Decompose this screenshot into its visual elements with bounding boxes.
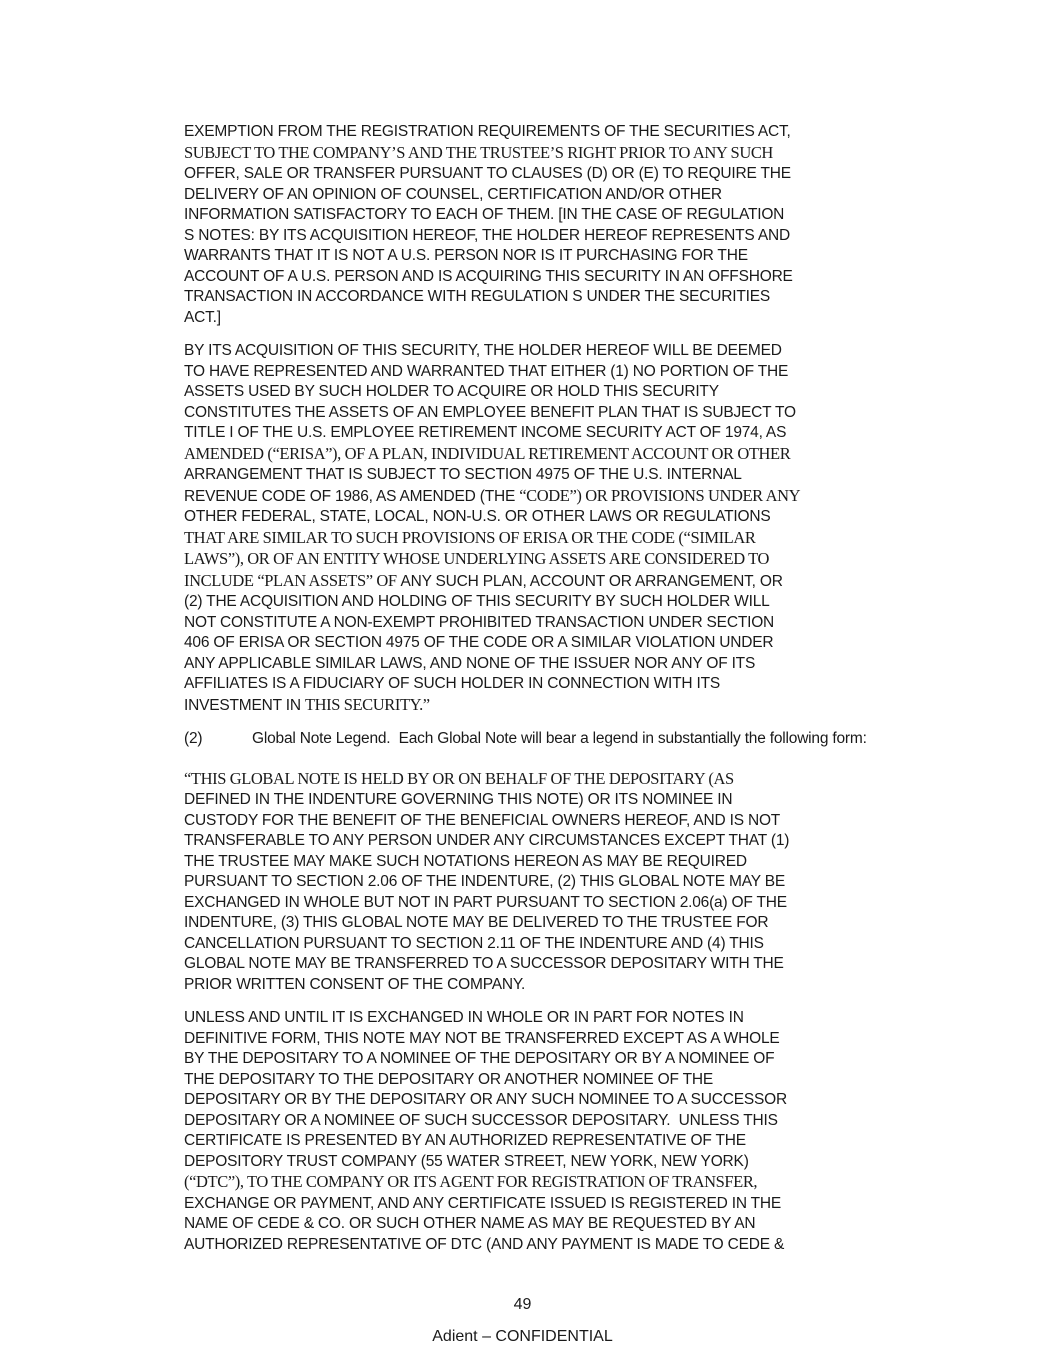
text-segment: NAME OF CEDE & CO. OR SUCH OTHER NAME AS MAY BE REQUESTED BY AN — [184, 1215, 756, 1232]
confidential-notice: Adient – CONFIDENTIAL — [432, 1328, 613, 1345]
text-segment: EXEMPTION FROM THE REGISTRATION REQUIREMENTS OF THE SECURITIES ACT, — [184, 123, 791, 140]
text-segment: THIS SECURITY.” — [304, 694, 430, 714]
text-line — [184, 465, 874, 486]
text-line — [184, 226, 874, 247]
text-segment: “CODE”) OR PROVISIONS UNDER ANY — [519, 485, 801, 505]
text-line — [184, 633, 874, 654]
text-line — [184, 613, 874, 634]
text-line — [184, 769, 874, 791]
text-line — [184, 571, 874, 593]
text-segment: DEFINITIVE FORM, THIS NOTE MAY NOT BE TRANSFERRED EXCEPT AS A WHOLE — [184, 1029, 780, 1047]
text-line — [184, 507, 874, 528]
text-segment: (“DTC”), TO THE COMPANY OR ITS AGENT FOR REGISTRATION OF TRANSFER, — [184, 1172, 758, 1191]
text-segment: INDENTURE, (3) THIS GLOBAL NOTE MAY BE DELIVERED TO THE TRUSTEE FOR — [184, 914, 769, 931]
text-line — [184, 831, 874, 852]
text-segment: ASSETS USED BY SUCH HOLDER TO ACQUIRE OR HOLD THIS SECURITY — [184, 383, 719, 400]
text-line — [184, 893, 874, 914]
text-segment: ARRANGEMENT THAT IS SUBJECT TO SECTION 4975 OF THE U.S. INTERNAL — [184, 466, 742, 483]
paragraph — [184, 729, 874, 750]
text-segment: INCLUDE “PLAN ASSETS” OF — [184, 570, 401, 590]
text-segment: AFFILIATES IS A FIDUCIARY OF SUCH HOLDER IN CONNECTION WITH ITS — [184, 675, 720, 692]
text-segment: THE TRUSTEE MAY MAKE SUCH NOTATIONS HEREON AS MAY BE REQUIRED — [184, 852, 747, 870]
text-segment: CONSTITUTES THE ASSETS OF AN EMPLOYEE BENEFIT PLAN THAT IS SUBJECT TO — [184, 403, 796, 421]
text-segment: UNLESS AND UNTIL IT IS EXCHANGED IN WHOLE OR IN PART FOR NOTES IN — [184, 1009, 744, 1026]
page-number: 49 — [513, 1296, 532, 1313]
text-segment: EXCHANGE OR PAYMENT, AND ANY CERTIFICATE ISSUED IS REGISTERED IN THE — [184, 1194, 782, 1212]
text-segment: BY THE DEPOSITARY TO A NOMINEE OF THE DEPOSITARY OR BY A NOMINEE OF — [184, 1050, 775, 1067]
text-line — [184, 185, 874, 206]
text-segment: INVESTMENT IN — [184, 696, 305, 714]
text-line — [184, 1172, 874, 1194]
text-segment: EXCHANGED IN WHOLE BUT NOT IN PART PURSUANT TO SECTION 2.06(a) OF THE — [184, 893, 787, 911]
text-line — [184, 362, 874, 383]
text-line — [184, 975, 874, 996]
text-line — [184, 934, 874, 955]
text-segment: TRANSFERABLE TO ANY PERSON UNDER ANY CIRCUMSTANCES EXCEPT THAT (1) — [184, 832, 790, 849]
text-segment: TO HAVE REPRESENTED AND WARRANTED THAT EITHER (1) NO PORTION OF THE — [184, 362, 789, 380]
text-segment: WARRANTS THAT IT IS NOT A U.S. PERSON NOR IS IT PURCHASING FOR THE — [184, 247, 748, 264]
text-line — [184, 287, 874, 308]
text-line — [184, 729, 874, 750]
text-line — [184, 1090, 874, 1111]
text-segment: AMENDED (“ERISA”), OF A PLAN, INDIVIDUAL RETIREMENT ACCOUNT OR OTHER — [184, 443, 791, 463]
text-segment: ACT.] — [184, 308, 221, 326]
paragraph — [184, 769, 874, 996]
text-line — [184, 444, 874, 466]
text-line — [184, 164, 874, 185]
page-footer — [184, 1295, 861, 1347]
text-line — [184, 654, 874, 675]
text-line — [184, 246, 874, 267]
text-line — [184, 1131, 874, 1152]
text-segment: “THIS GLOBAL NOTE IS HELD BY OR ON BEHALF OF THE DEPOSITARY (AS — [184, 768, 734, 788]
text-segment: Global Note Legend. Each Global Note will bear a legend in substantially the following form: — [252, 730, 867, 747]
text-segment: THAT ARE SIMILAR TO SUCH PROVISIONS OF ERISA OR THE CODE (“SIMILAR — [184, 527, 756, 547]
paragraph-number: (2) — [184, 730, 203, 747]
text-line — [184, 695, 874, 717]
paragraph — [184, 341, 874, 716]
text-line — [184, 205, 874, 226]
text-segment: CUSTODY FOR THE BENEFIT OF THE BENEFICIAL OWNERS HEREOF, AND IS NOT — [184, 811, 781, 829]
text-segment: ACCOUNT OF A U.S. PERSON AND IS ACQUIRING THIS SECURITY IN AN OFFSHORE — [184, 267, 793, 285]
text-segment: INFORMATION SATISFACTORY TO EACH OF THEM. [IN THE CASE OF REGULATION — [184, 206, 785, 223]
text-segment: TITLE I OF THE U.S. EMPLOYEE RETIREMENT INCOME SECURITY ACT OF 1974, AS — [184, 424, 787, 441]
text-segment: (2) THE ACQUISITION AND HOLDING OF THIS SECURITY BY SUCH HOLDER WILL — [184, 593, 770, 610]
text-segment: DELIVERY OF AN OPINION OF COUNSEL, CERTIFICATION AND/OR OTHER — [184, 185, 722, 203]
text-segment: CERTIFICATE IS PRESENTED BY AN AUTHORIZED REPRESENTATIVE OF THE — [184, 1132, 746, 1149]
text-line — [184, 382, 874, 403]
text-segment: PURSUANT TO SECTION 2.06 OF THE INDENTURE, (2) THIS GLOBAL NOTE MAY BE — [184, 873, 785, 890]
document-body — [184, 122, 874, 1255]
text-line — [184, 872, 874, 893]
text-line — [184, 308, 874, 329]
text-line — [184, 1152, 874, 1173]
text-line — [184, 486, 874, 508]
text-line — [184, 1029, 874, 1050]
text-segment: GLOBAL NOTE MAY BE TRANSFERRED TO A SUCCESSOR DEPOSITARY WITH THE — [184, 955, 784, 972]
text-segment: SUBJECT TO THE COMPANY’S AND THE TRUSTEE’S RIGHT PRIOR TO ANY SUCH — [184, 142, 773, 162]
text-line — [184, 549, 874, 571]
text-line — [184, 403, 874, 424]
text-line — [184, 592, 874, 613]
text-line — [184, 122, 874, 143]
text-segment: AUTHORIZED REPRESENTATIVE OF DTC (AND ANY PAYMENT IS MADE TO CEDE & — [184, 1235, 785, 1253]
text-line — [184, 143, 874, 165]
text-line — [184, 1214, 874, 1235]
text-line — [184, 1235, 874, 1256]
text-segment: CANCELLATION PURSUANT TO SECTION 2.11 OF THE INDENTURE AND (4) THIS — [184, 934, 764, 952]
text-line — [184, 811, 874, 832]
text-line — [184, 954, 874, 975]
text-segment: OFFER, SALE OR TRANSFER PURSUANT TO CLAUSES (D) OR (E) TO REQUIRE THE — [184, 165, 791, 182]
text-segment: DEFINED IN THE INDENTURE GOVERNING THIS NOTE) OR ITS NOMINEE IN — [184, 791, 733, 808]
text-line — [184, 790, 874, 811]
text-line — [184, 1070, 874, 1091]
text-line — [184, 852, 874, 873]
text-segment: DEPOSITARY OR BY THE DEPOSITARY OR ANY SUCH NOMINEE TO A SUCCESSOR — [184, 1091, 787, 1108]
text-line — [184, 674, 874, 695]
text-segment: BY ITS ACQUISITION OF THIS SECURITY, THE HOLDER HEREOF WILL BE DEEMED — [184, 342, 782, 359]
text-line — [184, 528, 874, 550]
text-segment: REVENUE CODE OF 1986, AS AMENDED (THE — [184, 487, 520, 505]
text-segment: PRIOR WRITTEN CONSENT OF THE COMPANY. — [184, 975, 526, 993]
text-segment: DEPOSITORY TRUST COMPANY (55 WATER STREET, NEW YORK, NEW YORK) — [184, 1152, 749, 1170]
text-segment: S NOTES: BY ITS ACQUISITION HEREOF, THE HOLDER HEREOF REPRESENTS AND — [184, 226, 790, 244]
text-segment: NOT CONSTITUTE A NON-EXEMPT PROHIBITED TRANSACTION UNDER SECTION — [184, 613, 775, 631]
text-segment: 406 OF ERISA OR SECTION 4975 OF THE CODE OR A SIMILAR VIOLATION UNDER — [184, 634, 774, 651]
text-line — [184, 341, 874, 362]
text-segment: OTHER FEDERAL, STATE, LOCAL, NON-U.S. OR OTHER LAWS OR REGULATIONS — [184, 508, 771, 525]
text-line — [184, 1194, 874, 1215]
text-segment: THE DEPOSITARY TO THE DEPOSITARY OR ANOTHER NOMINEE OF THE — [184, 1070, 714, 1088]
text-line — [184, 267, 874, 288]
paragraph — [184, 1008, 874, 1255]
text-line — [184, 913, 874, 934]
text-line — [184, 1008, 874, 1029]
text-segment: DEPOSITARY OR A NOMINEE OF SUCH SUCCESSOR DEPOSITARY. UNLESS THIS — [184, 1111, 778, 1129]
text-line — [184, 1111, 874, 1132]
text-segment: LAWS”), OR OF AN ENTITY WHOSE UNDERLYING ASSETS ARE CONSIDERED TO — [184, 549, 770, 568]
text-segment: TRANSACTION IN ACCORDANCE WITH REGULATION S UNDER THE SECURITIES — [184, 288, 771, 305]
text-segment: ANY SUCH PLAN, ACCOUNT OR ARRANGEMENT, OR — [400, 572, 783, 590]
text-line — [184, 1049, 874, 1070]
text-line — [184, 423, 874, 444]
text-segment: ANY APPLICABLE SIMILAR LAWS, AND NONE OF THE ISSUER NOR ANY OF ITS — [184, 654, 756, 672]
paragraph — [184, 122, 874, 328]
